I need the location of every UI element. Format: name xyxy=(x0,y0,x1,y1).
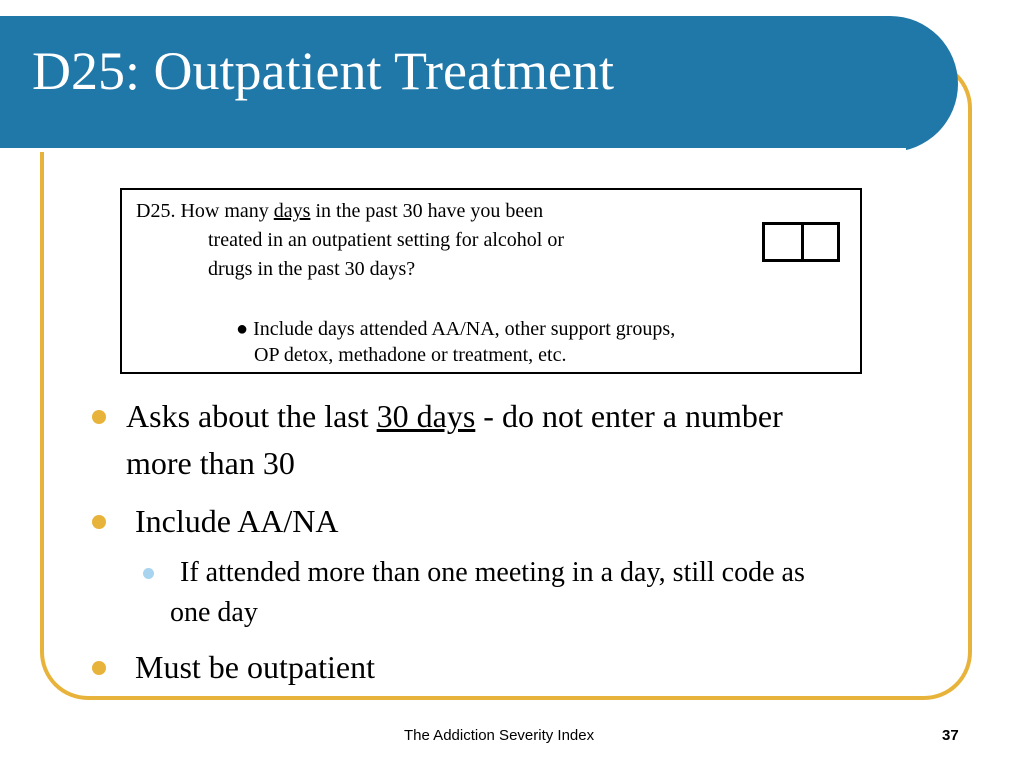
bullet-emphasis-30-days: 30 days xyxy=(376,398,476,434)
sub-bullet-icon xyxy=(143,568,154,579)
bullet-icon xyxy=(92,410,106,424)
question-emphasis-days: days xyxy=(273,200,311,222)
question-note-line-1: ● Include days attended AA/NA, other support groups, xyxy=(236,318,676,340)
slide-title: D25: Outpatient Treatment xyxy=(32,41,614,101)
answer-box-divider xyxy=(801,225,804,259)
question-line-2: treated in an outpatient setting for alcohol or xyxy=(208,229,564,251)
bullet-icon xyxy=(92,515,106,529)
bullet-icon xyxy=(92,661,106,675)
bullet-1-line-1: Asks about the last 30 days - do not enter a number xyxy=(126,398,783,434)
sub-bullet-line-2: one day xyxy=(170,597,258,628)
page-number: 37 xyxy=(942,727,959,744)
footer-title: The Addiction Severity Index xyxy=(404,727,595,744)
question-line-3: drugs in the past 30 days? xyxy=(208,258,416,280)
question-note-line-2: OP detox, methadone or treatment, etc. xyxy=(254,344,567,366)
question-line-1: D25. How many days in the past 30 have you been xyxy=(136,200,544,222)
bullet-2: Include AA/NA xyxy=(135,503,339,539)
title-divider xyxy=(0,148,906,152)
bullet-1-line-2: more than 30 xyxy=(126,445,295,481)
sub-bullet-line-1: If attended more than one meeting in a day, still code as xyxy=(180,557,805,588)
answer-code-boxes xyxy=(762,222,840,262)
bullet-3: Must be outpatient xyxy=(135,649,375,685)
